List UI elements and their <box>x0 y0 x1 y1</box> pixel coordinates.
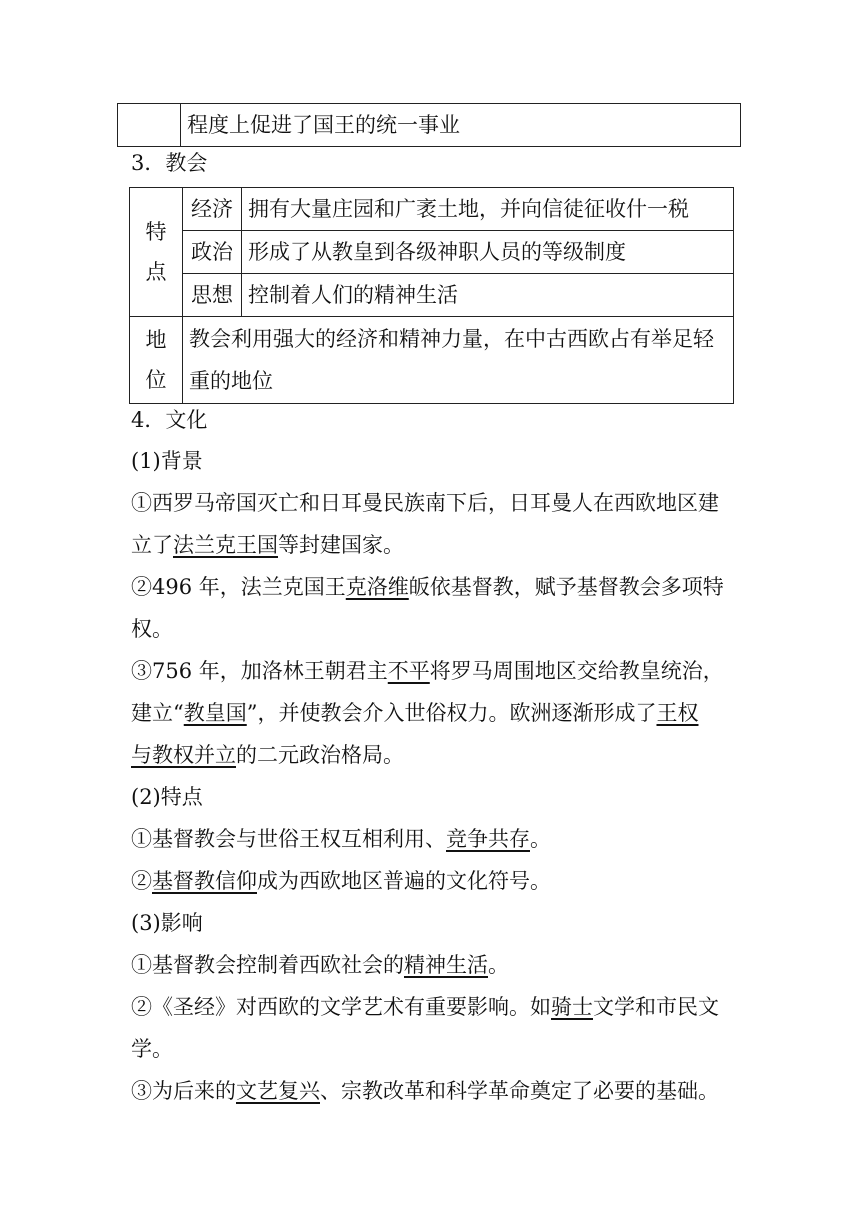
papal-states-term: 教皇国 <box>183 701 247 725</box>
church-power-term: 与教权并立 <box>131 743 236 767</box>
influence-item-2-line-2: 学。 <box>131 1037 173 1061</box>
section-4-heading: 4．文化 <box>131 408 208 432</box>
background-item-2-line-1: ②496 年，法兰克国王克洛维皈依基督教，赋予基督教会多项特 <box>131 575 724 599</box>
feature-item-2: ②基督教信仰成为西欧地区普遍的文化符号。 <box>131 869 551 893</box>
row-label-economy: 经济 <box>183 188 242 231</box>
row-label-thought: 思想 <box>183 274 242 317</box>
feature-label: 特 点 <box>130 188 183 317</box>
status-label: 地 位 <box>130 317 183 404</box>
competition-term: 竞争共存 <box>446 827 530 851</box>
empty-cell <box>118 104 181 147</box>
background-item-1-line-1: ①西罗马帝国灭亡和日耳曼民族南下后，日耳曼人在西欧地区建 <box>131 491 719 515</box>
status-text: 教会利用强大的经济和精神力量，在中古西欧占有举足轻 重的地位 <box>183 317 734 404</box>
background-item-3-line-3: 与教权并立的二元政治格局。 <box>131 743 404 767</box>
influence-item-1: ①基督教会控制着西欧社会的精神生活。 <box>131 953 509 977</box>
row-text-politics: 形成了从教皇到各级神职人员的等级制度 <box>242 231 734 274</box>
pepin-term: 不平 <box>387 659 430 683</box>
background-item-1-line-2: 立了法兰克王国等封建国家。 <box>131 533 404 557</box>
background-item-3-line-1: ③756 年，加洛林王朝君主不平将罗马周围地区交给教皇统治， <box>131 659 724 683</box>
section-3-heading: 3．教会 <box>131 151 208 175</box>
row-text-thought: 控制着人们的精神生活 <box>242 274 734 317</box>
knight-term: 骑士 <box>551 995 593 1019</box>
spiritual-life-term: 精神生活 <box>404 953 488 977</box>
features-title: (2)特点 <box>131 785 203 809</box>
royal-power-term: 王权 <box>656 701 699 725</box>
influence-item-2-line-1: ②《圣经》对西欧的文学艺术有重要影响。如骑士文学和市民文 <box>131 995 719 1019</box>
church-table <box>129 187 734 404</box>
background-item-3-line-2: 建立“教皇国”，并使教会介入世俗权力。欧洲逐渐形成了王权 <box>131 701 699 725</box>
background-title: (1)背景 <box>131 449 203 473</box>
influence-title: (3)影响 <box>131 911 203 935</box>
renaissance-term: 文艺复兴 <box>236 1079 320 1103</box>
row-label-politics: 政治 <box>183 231 242 274</box>
influence-item-3: ③为后来的文艺复兴、宗教改革和科学革命奠定了必要的基础。 <box>131 1079 719 1103</box>
background-item-2-line-2: 权。 <box>131 617 173 641</box>
row-text-economy: 拥有大量庄园和广袤土地，并向信徒征收什一税 <box>242 188 734 231</box>
feature-item-1: ①基督教会与世俗王权互相利用、竞争共存。 <box>131 827 551 851</box>
table-top-fragment <box>117 103 741 147</box>
table-top-cell: 程度上促进了国王的统一事业 <box>181 104 741 147</box>
clovis-term: 克洛维 <box>345 575 409 599</box>
frankish-kingdom-term: 法兰克王国 <box>173 533 278 557</box>
christian-faith-term: 基督教信仰 <box>152 869 257 893</box>
